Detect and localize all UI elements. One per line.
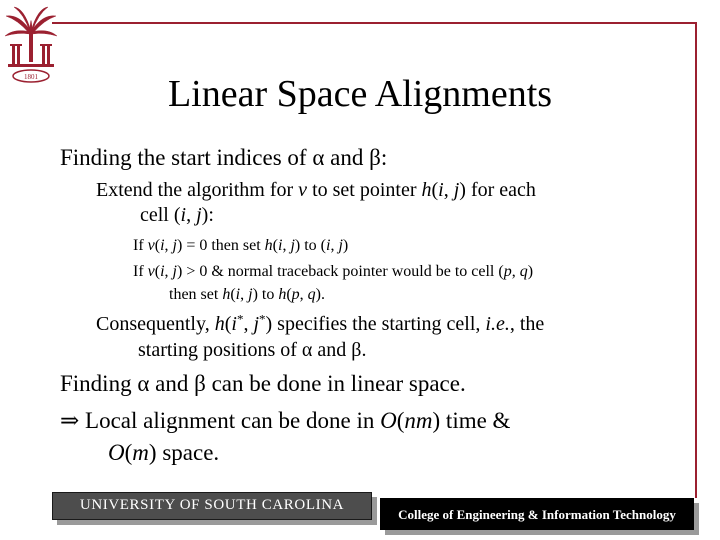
bullet-local-alignment-continuation: O(m) space. <box>108 440 220 465</box>
slide-title: Linear Space Alignments <box>167 73 553 115</box>
sub-bullet-extend-algorithm: Extend the algorithm for v to set pointer h(i, j) for each <box>96 179 536 201</box>
sub-bullet-cell-continuation: cell (i, j): <box>140 204 214 226</box>
bullet-finding-start-indices: Finding the start indices of α and β: <box>60 145 388 170</box>
bullet-local-alignment: ⇒ Local alignment can be done in O(nm) time & <box>60 408 511 433</box>
footer-college-name: College of Engineering & Information Technology <box>398 507 676 522</box>
rule-v-equals-zero: If v(i, j) = 0 then set h(i, j) to (i, j) <box>133 237 349 254</box>
rule-then-set-pointer: then set h(i, j) to h(p, q). <box>169 286 325 303</box>
seal-year: 1801 <box>24 73 38 81</box>
footer-college-banner <box>380 498 694 530</box>
sub-bullet-consequently: Consequently, h(i*, j*) specifies the starting cell, i.e., the <box>96 311 545 335</box>
sub-bullet-starting-positions: starting positions of α and β. <box>138 339 367 361</box>
slide-frame-top <box>52 22 697 24</box>
footer-university-banner <box>52 492 372 520</box>
rule-v-greater-zero: If v(i, j) > 0 & normal traceback pointer would be to cell (p, q) <box>133 263 534 280</box>
footer-university-name: UNIVERSITY OF SOUTH CAROLINA <box>79 497 345 513</box>
bullet-linear-space: Finding α and β can be done in linear space. <box>60 371 466 396</box>
implies-arrow-icon: ⇒ <box>60 408 80 433</box>
